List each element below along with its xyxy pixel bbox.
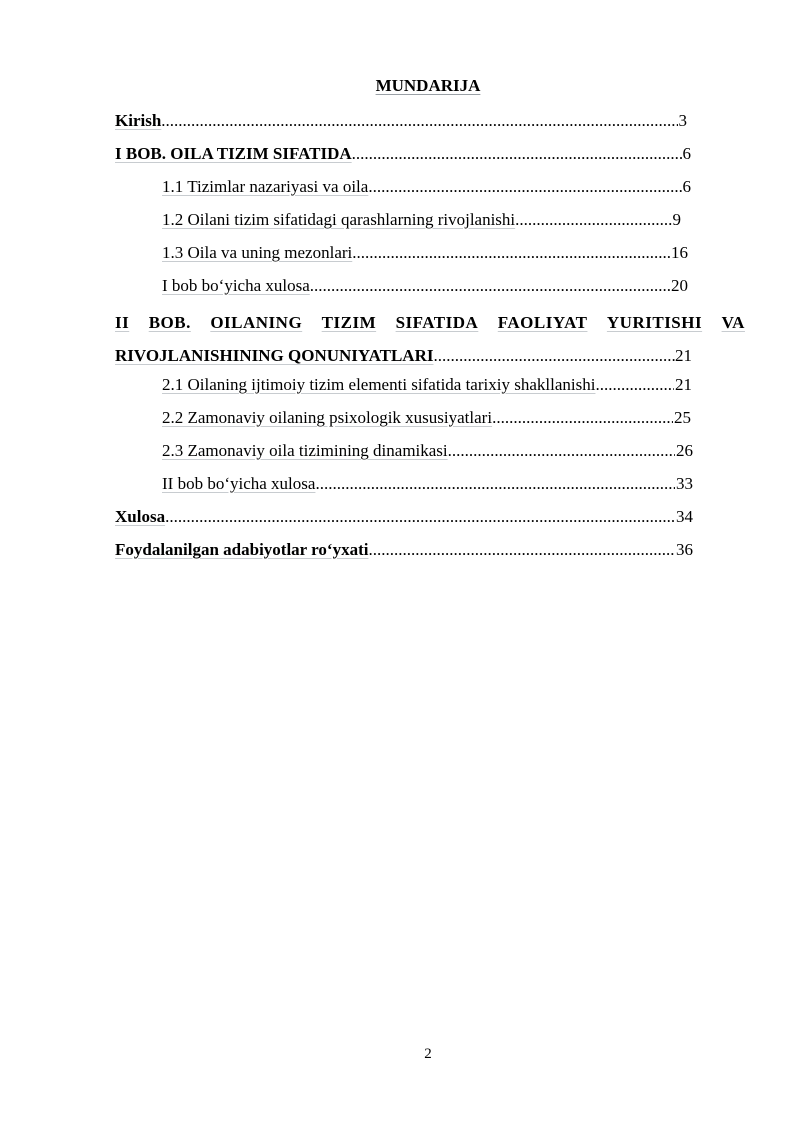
toc-leader-dots xyxy=(433,339,675,372)
toc-entry-1-3[interactable] xyxy=(115,240,688,273)
toc-leader-dots xyxy=(448,438,675,464)
toc-entry-page: 9 xyxy=(672,210,681,229)
toc-entry-chapter-1-summary[interactable] xyxy=(115,273,688,306)
toc-leader-dots xyxy=(161,108,677,134)
toc-entry-label: 2.1 Oilaning ijtimoiy tizim elementi sifatida tarixiy shakllanishi xyxy=(162,375,596,394)
toc-leader-dots xyxy=(310,273,670,299)
toc-leader-dots xyxy=(165,504,675,530)
toc-word: II xyxy=(115,313,130,332)
toc-entry-label: 1.3 Oila va uning mezonlari xyxy=(162,243,353,262)
page-number: 2 xyxy=(424,1046,432,1062)
toc-leader-dots xyxy=(515,207,671,233)
toc-entry-kirish[interactable] xyxy=(115,108,687,141)
toc-leader-dots xyxy=(368,537,675,563)
toc-entry-chapter-2[interactable] xyxy=(115,306,745,372)
toc-entry-label-line-1 xyxy=(115,306,745,339)
table-of-contents xyxy=(115,108,745,570)
toc-word: OILANING xyxy=(210,313,303,332)
toc-entry-chapter-2-summary[interactable] xyxy=(115,471,693,504)
toc-entry-page: 34 xyxy=(676,507,693,526)
toc-entry-page: 36 xyxy=(676,540,693,559)
toc-entry-2-1[interactable] xyxy=(115,372,692,405)
toc-word: SIFATIDA xyxy=(395,313,479,332)
toc-title: MUNDARIJA xyxy=(375,76,481,95)
toc-entry-label-line-2 xyxy=(115,339,692,372)
toc-leader-dots xyxy=(595,372,674,398)
toc-entry-label: 1.2 Oilani tizim sifatidagi qarashlarning rivojlanishi xyxy=(162,210,516,229)
toc-word: FAOLIYAT xyxy=(497,313,588,332)
toc-entry-page: 21 xyxy=(675,346,692,365)
toc-entry-1-2[interactable] xyxy=(115,207,681,240)
toc-entry-page: 3 xyxy=(678,111,687,130)
toc-entry-page: 20 xyxy=(671,276,688,295)
toc-word: VA xyxy=(721,313,745,332)
toc-word: TIZIM xyxy=(321,313,377,332)
toc-entry-2-3[interactable] xyxy=(115,438,693,471)
toc-entry-1-1[interactable] xyxy=(115,174,691,207)
toc-leader-dots xyxy=(352,240,670,266)
toc-entry-page: 33 xyxy=(676,474,693,493)
toc-leader-dots xyxy=(352,141,682,167)
toc-entry-label: 2.3 Zamonaviy oila tizimining dinamikasi xyxy=(162,441,448,460)
toc-entry-page: 16 xyxy=(671,243,688,262)
toc-entry-2-2[interactable] xyxy=(115,405,691,438)
toc-entry-page: 6 xyxy=(682,177,691,196)
toc-word: YURITISHI xyxy=(606,313,703,332)
toc-word: BOB. xyxy=(148,313,191,332)
toc-entry-label: Foydalanilgan adabiyotlar ro‘yxati xyxy=(115,540,369,559)
toc-leader-dots xyxy=(368,174,681,200)
toc-entry-label: I BOB. OILA TIZIM SIFATIDA xyxy=(115,144,352,163)
toc-entry-page: 6 xyxy=(682,144,691,163)
toc-entry-label: Kirish xyxy=(115,111,162,130)
toc-leader-dots xyxy=(492,405,673,431)
toc-entry-bibliography[interactable] xyxy=(115,537,693,570)
toc-entry-page: 21 xyxy=(675,375,692,394)
toc-entry-label: RIVOJLANISHINING QONUNIYATLARI xyxy=(115,346,434,365)
toc-leader-dots xyxy=(315,471,675,497)
toc-entry-label: 1.1 Tizimlar nazariyasi va oila xyxy=(162,177,369,196)
toc-entry-chapter-1[interactable] xyxy=(115,141,691,174)
toc-entry-label: I bob bo‘yicha xulosa xyxy=(162,276,310,295)
toc-entry-label: 2.2 Zamonaviy oilaning psixologik xususiyatlari xyxy=(162,408,493,427)
toc-entry-page: 26 xyxy=(676,441,693,460)
toc-entry-label: II bob bo‘yicha xulosa xyxy=(162,474,316,493)
toc-entry-label: Xulosa xyxy=(115,507,166,526)
toc-entry-xulosa[interactable] xyxy=(115,504,693,537)
toc-entry-page: 25 xyxy=(674,408,691,427)
